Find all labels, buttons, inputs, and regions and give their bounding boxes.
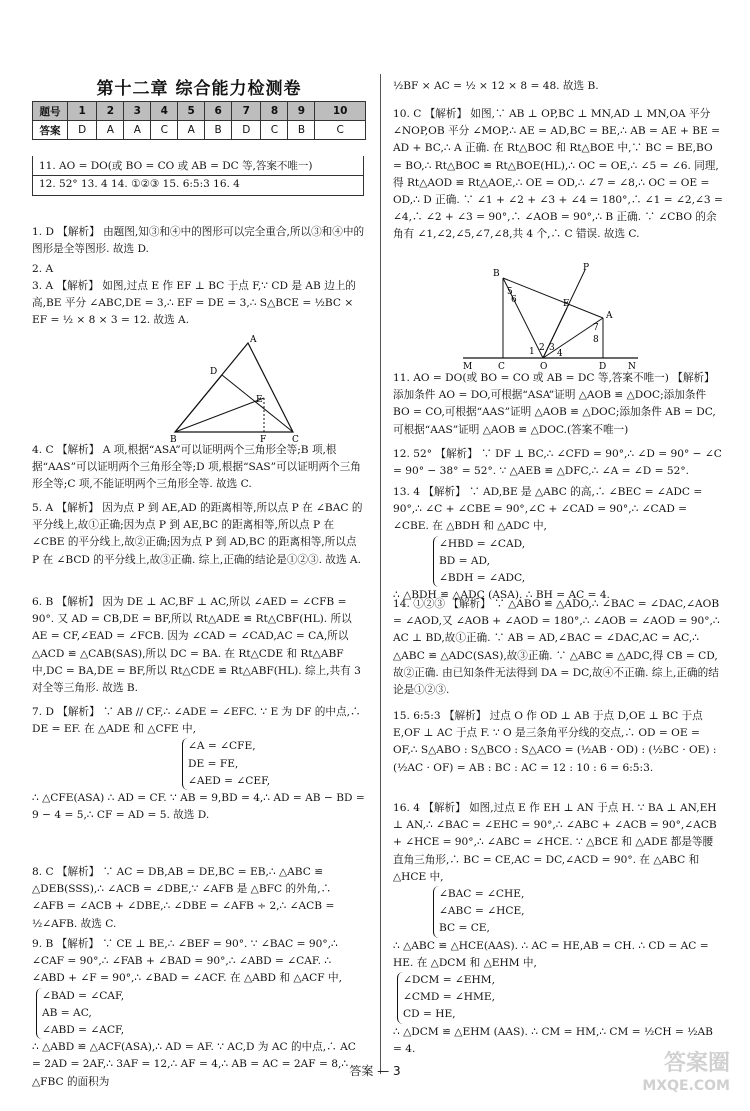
- answer-q8: 8. C 【解析】 ∵ AC = DB,AB = DE,BC = EB,∴ △ABC ≌ △DEB(SSS),∴ ∠ACB = ∠DBE,∵ ∠AFB 是 △BFC 的外角,∴ ∠AFB = ∠ACB + ∠DBE,∴ ∠DBE = ∠AFB ÷ 2,∴ ∠ACB = ½∠AFB. 故选 C.: [32, 866, 335, 930]
- answer-q13-text: 13. 4 【解析】 ∵ AD,BE 是 △ABC 的高,∴ ∠BEC = ∠ADC = 90°,∴ ∠C + ∠CBE = 90°,∠C + ∠CAD = 90°,∴ ∠CAD = ∠CBE. 在 △BDH 和 △ADC 中,: [393, 486, 703, 533]
- svg-text:D: D: [210, 367, 218, 377]
- answer-q7-conclusion: ∴ △CFE(ASA) ∴ AD = CF. ∵ AB = 9,BD = 4,∴ AD = AB − BD = 9 − 4 = 5,∴ CF = AD = 5. 故选 D.: [32, 792, 365, 822]
- table-cell: D: [68, 121, 97, 140]
- condition-line: ∠ABD = ∠ACF,: [42, 1024, 125, 1037]
- answer-q16: [393, 800, 723, 1058]
- answer-q7: [32, 704, 366, 824]
- answer-q2: 2. A: [32, 263, 54, 275]
- table-cell: 3: [124, 102, 151, 121]
- answer-q1: 1. D 【解析】 由题图,知③和④中的图形可以完全重合,所以③和④中的图形是全等图形. 故选 D.: [32, 226, 365, 256]
- condition-line: CD = HE,: [403, 1008, 456, 1021]
- table-cell: 8: [261, 102, 288, 121]
- answer-q16-middle: ∴ △ABC ≌ △HCE(AAS). ∴ AC = HE,AB = CH. ∴ CD = AC = HE. 在 △DCM 和 △EHM 中,: [393, 939, 709, 969]
- table-cell: B: [288, 121, 315, 140]
- table-cell: 10: [315, 102, 366, 121]
- table-cell: 9: [288, 102, 315, 121]
- svg-text:P: P: [583, 263, 590, 273]
- column-divider: [380, 74, 381, 1074]
- condition-line: ∠BDH = ∠ADC,: [439, 572, 526, 585]
- condition-line: ∠BAD = ∠CAF,: [42, 989, 125, 1002]
- condition-line: BC = CE,: [439, 922, 490, 935]
- row-label: 答案: [33, 121, 68, 140]
- watermark-logo: [642, 1053, 730, 1097]
- answer-q13-conclusion: ∴ △BDH ≌ △ADC (ASA). ∴ BH = AC = 4.: [393, 589, 610, 602]
- answer-q14: 14. ①②③ 【解析】 ∵ △ABO ≌ △ADO,∴ ∠BAC = ∠DAC,∠AOB = ∠AOD,又 ∠AOB + ∠AOD = 180°,∴ ∠AOB = ∠AOD = 90°,∴ AC ⊥ BD,故①正确. ∵ AB = AD,∠BAC = ∠DAC,AC = AC,∴ △ABC ≌ △ADC(SAS),故③正确. ∵ △ABC ≌ △ADC,得 CB = CD,故②正确. 由已知条件无法得到 DA = DC,故④不正确. 综上,正确的结论是①②③.: [393, 598, 720, 697]
- svg-text:B: B: [493, 269, 500, 279]
- answer-q5: 5. A 【解析】 因为点 P 到 AE,AD 的距离相等,所以点 P 在 ∠BAC 的平分线上,故①正确;因为点 P 到 AE,BC 的距离相等,所以点 P 在 ∠CBE 的平分线上,故②正确;因为点 P 到 AD,BC 的距离相等,所以点 P 在 ∠BCD 的平分线上,故③正确. 综上,正确的结论是①②③. 故选 A.: [32, 502, 363, 566]
- angle-figure-q10: [463, 263, 643, 372]
- condition-brace: [36, 988, 124, 1040]
- condition-brace: [433, 536, 525, 588]
- table-cell: 7: [232, 102, 261, 121]
- watermark-text: 答案圈: [663, 1051, 730, 1076]
- answer-q7-text: 7. D 【解析】 ∵ AB // CF,∴ ∠ADE = ∠EFC. ∵ E 为 DF 的中点,∴ DE = EF. 在 △ADE 和 △CFE 中,: [32, 706, 361, 736]
- fill-answer-line-2: 12. 52° 13. 4 14. ①②③ 15. 6:5:3 16. 4: [32, 176, 364, 196]
- answer-q6: 6. B 【解析】 因为 DE ⊥ AC,BF ⊥ AC,所以 ∠AED = ∠CFB = 90°. 又 AD = CB,DE = BF,所以 Rt△ADE ≌ Rt△CBF(HL). 所以 AE = CF,∠EAD = ∠FCB. 因为 ∠CAD = ∠CAD,AC = CA,所以 △ACD ≌ △CAB(SAS),所以 DC = BA. 在 Rt△CDE 和 Rt△ABF 中,DC = BA,DE = BF,所以 Rt△CDE ≌ Rt△ABF(HL). 综上,共有 3 对全等三角形. 故选 B.: [32, 596, 361, 695]
- table-cell: A: [124, 121, 151, 140]
- svg-text:5: 5: [507, 287, 513, 297]
- svg-text:E: E: [563, 299, 570, 309]
- table-cell: C: [151, 121, 178, 140]
- answer-q12: 12. 52° 【解析】 ∵ DF ⊥ BC,∴ ∠CFD = 90°,∴ ∠D = 90° − ∠C = 90° − 38° = 52°. ∵ △AEB ≌ △DFC,∴ ∠A = ∠D = 52°.: [393, 448, 722, 478]
- watermark-url: MXQE.COM: [642, 1078, 730, 1094]
- answer-q9-end: ½BF × AC = ½ × 12 × 8 = 48. 故选 B.: [393, 80, 599, 92]
- table-cell: 1: [68, 102, 97, 121]
- svg-text:3: 3: [549, 343, 555, 353]
- answer-q9-text: 9. B 【解析】 ∵ CE ⊥ BE,∴ ∠BEF = 90°. ∵ ∠BAC = 90°,∴ ∠CAF = 90°,∴ ∠FAB + ∠BAD = 90°,∴ ∠ABD = ∠CAF. ∴ ∠ABD + ∠F = 90°,∴ ∠BAD = ∠ACF. 在 △ABD 和 △ACF 中,: [32, 938, 342, 985]
- svg-text:O: O: [540, 362, 548, 372]
- table-cell: B: [205, 121, 232, 140]
- answer-table: [32, 101, 366, 140]
- triangle-figure-q3: [170, 335, 300, 445]
- answer-q9-conclusion: ∴ △ABD ≌ △ACF(ASA),∴ AD = AF. ∵ AC,D 为 AC 的中点,∴ AC = 2AD = 2AF,∴ 3AF = 12,∴ AF = 4,∴ AB = AC = 2AF = 8,∴ △FBC 的面积为: [32, 1041, 356, 1088]
- answer-q4: 4. C 【解析】 A 项,根据“ASA”可以证明两个三角形全等;B 项,根据“AAS”可以证明两个三角形全等;D 项,根据“SAS”可以证明两个三角形全等;C 项,不能证明两个三角形全等. 故选 C.: [32, 444, 361, 491]
- svg-text:N: N: [628, 362, 636, 372]
- condition-brace: [397, 972, 495, 1024]
- table-cell: C: [261, 121, 288, 140]
- answer-q15: 15. 6:5:3 【解析】 过点 O 作 OD ⊥ AB 于点 D,OE ⊥ BC 于点 E,OF ⊥ AC 于点 F. ∵ O 是三条角平分线的交点,∴ OD = OE = OF,∴ S△ABO : S△BCO : S△ACO = (½AB · OD) : (½BC · OE) : (½AC · OF) = AB : BC : AC = 12 : 10 : 6 = 6:5:3.: [393, 710, 717, 774]
- svg-text:8: 8: [593, 335, 599, 345]
- page-number: 答案 — 3: [349, 1064, 401, 1078]
- svg-text:B: B: [170, 435, 177, 445]
- condition-brace: [182, 738, 270, 790]
- table-row: [33, 121, 366, 140]
- table-cell: D: [232, 121, 261, 140]
- svg-text:7: 7: [593, 323, 599, 333]
- svg-text:4: 4: [557, 349, 563, 359]
- condition-line: AB = AC,: [42, 1006, 92, 1019]
- answer-q16-conclusion: ∴ △DCM ≌ △EHM (AAS). ∴ CM = HM,∴ CM = ½CH = ½AB = 4.: [393, 1025, 713, 1055]
- answer-q11: 11. AO = DO(或 BO = CO 或 AB = DC 等,答案不唯一) 【解析】 添加条件 AO = DO,可根据“ASA”证明 △AOB ≌ △DOC;添加条件 BO = CO,可根据“AAS”证明 △AOB ≌ △DOC;添加条件 AB = DC,可根据“AAS”证明 △AOB ≌ △DOC.(答案不唯一): [393, 372, 716, 436]
- table-cell: 4: [151, 102, 178, 121]
- table-cell: A: [178, 121, 205, 140]
- table-cell: 2: [97, 102, 124, 121]
- answer-q13: [393, 484, 723, 604]
- condition-line: ∠BAC = ∠CHE,: [439, 888, 525, 901]
- condition-line: ∠HBD = ∠CAD,: [439, 537, 526, 550]
- condition-brace: [433, 886, 525, 938]
- page-title: 第十二章 综合能力检测卷: [96, 79, 302, 99]
- table-cell: 6: [205, 102, 232, 121]
- row-label: 题号: [33, 102, 68, 121]
- answer-q16-text: 16. 4 【解析】 如图,过点 E 作 EH ⊥ AN 于点 H. ∵ BA ⊥ AN,EH ⊥ AN,∴ ∠BAC = ∠EHC = 90°,∴ ∠ABC + ∠ACB = 90°,∠ACB + ∠HCE = 90°,∴ ∠ABC = ∠HCE. ∵ △BCE 和 △ADE 都是等腰直角三角形,∴ BC = CE,AC = DC,∠ACD = 90°. 在 △ABC 和 △HCE 中,: [393, 802, 717, 883]
- svg-text:F: F: [260, 435, 267, 445]
- svg-text:E: E: [256, 395, 263, 405]
- table-cell: C: [315, 121, 366, 140]
- svg-text:A: A: [250, 335, 257, 345]
- condition-line: ∠A = ∠CFE,: [188, 740, 256, 753]
- svg-text:1: 1: [529, 347, 535, 357]
- answer-q10: 10. C 【解析】 如图,∵ AB ⊥ OP,BC ⊥ MN,AD ⊥ MN,OA 平分 ∠NOP,OB 平分 ∠MOP,∴ AE = AD,BC = BE,∴ AB = AE + BE = AD + BC,∴ A 正确. 在 Rt△BOC 和 Rt△BOE 中,∵ BC = BE,BO = BO,∴ Rt△BOC ≌ Rt△BOE(HL),∴ OC = OE,∴ ∠5 = ∠6. 同理,得 Rt△AOD ≌ Rt△AOE,∴ OE = OD,∴ ∠7 = ∠8,∴ OC = OE = OD,∴ D 正确. ∵ ∠1 + ∠2 + ∠3 + ∠4 = 180°,∴ ∠1 = ∠2,∠3 = ∠4,∴ ∠2 + ∠3 = 90°,∴ ∠AOB = 90°,∴ B 正确. ∵ ∠CBO 的余角有 ∠1,∠2,∠5,∠7,∠8,共 4 个,∴ C 错误. 故选 C.: [393, 108, 723, 241]
- svg-text:C: C: [292, 435, 299, 445]
- condition-line: ∠CMD = ∠HME,: [403, 991, 495, 1004]
- svg-text:M: M: [463, 362, 473, 372]
- table-cell: 5: [178, 102, 205, 121]
- condition-line: DE = FE,: [188, 757, 239, 770]
- condition-line: ∠DCM = ∠EHM,: [403, 974, 495, 987]
- svg-text:D: D: [599, 362, 607, 372]
- condition-line: ∠ABC = ∠HCE,: [439, 905, 525, 918]
- svg-text:2: 2: [539, 343, 545, 353]
- table-cell: A: [97, 121, 124, 140]
- condition-line: BD = AD,: [439, 554, 491, 567]
- table-row: [33, 102, 366, 121]
- condition-line: ∠AED = ∠CEF,: [188, 774, 271, 787]
- answer-q3: 3. A 【解析】 如图,过点 E 作 EF ⊥ BC 于点 F,∵ CD 是 AB 边上的高,BE 平分 ∠ABC,DE = 3,∴ EF = DE = 3,∴ S△BCE = ½BC × EF = ½ × 8 × 3 = 12. 故选 A.: [32, 280, 356, 327]
- svg-text:A: A: [606, 311, 613, 321]
- svg-text:C: C: [498, 362, 505, 372]
- fill-answer-line-1: 11. AO = DO(或 BO = CO 或 AB = DC 等,答案不唯一): [32, 156, 364, 176]
- svg-text:6: 6: [511, 295, 517, 305]
